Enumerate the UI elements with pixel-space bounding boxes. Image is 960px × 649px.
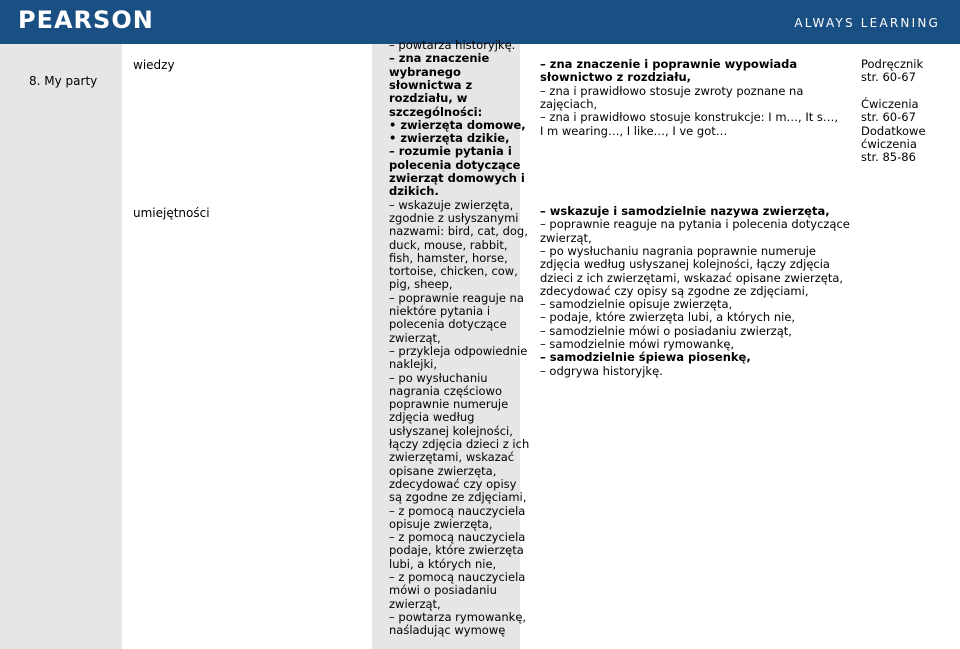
extended-skills-line: – odgrywa historyjkę. [540, 363, 663, 378]
category-knowledge: wiedzy [133, 58, 175, 72]
basic-line: – powtarza rymowankę, [389, 609, 527, 624]
extended-skills-line: – poprawnie reaguje na pytania i polecenia dotyczące [540, 217, 850, 232]
basic-line: nagrania częściowo [389, 383, 503, 398]
basic-line: łączy zdjęcia dzieci z ich [389, 437, 530, 451]
basic-line: pig, sheep, [389, 277, 453, 292]
basic-line: niektóre pytania i [389, 304, 491, 318]
extended-skills-line: dzieci z ich zwierzętami, wskazać opisane zwierzęta, [540, 270, 844, 285]
resources-line: str. 85-86 [861, 150, 916, 165]
basic-line: opisane zwierzęta, [389, 463, 497, 478]
basic-line: usłyszanej kolejności, [389, 423, 513, 438]
basic-line: naśladując wymowę [389, 623, 506, 638]
basic-line: – rozumie pytania i [389, 144, 512, 159]
basic-line: zwierząt, [389, 330, 441, 345]
basic-line: słownictwa z [389, 77, 473, 92]
basic-line: – wskazuje zwierzęta, [389, 197, 514, 212]
extended-skills-line: – samodzielnie mówi rymowankę, [540, 337, 735, 351]
basic-line: szczególności: [389, 104, 483, 119]
basic-line: polecenia dotyczące [389, 317, 507, 332]
basic-line: dzikich. [389, 184, 439, 199]
extended-skills-line: – podaje, które zwierzęta lubi, a których nie, [540, 310, 796, 325]
extended-skills-line: zdjęcia według usłyszanej kolejności, łączy zdjęcia [540, 257, 830, 272]
basic-line: zwierząt domowych i [389, 171, 525, 185]
basic-line: poprawnie numeruje [389, 397, 509, 412]
resources-line: str. 60-67 [861, 70, 916, 85]
extended-skills-line: zdecydować czy opisy są zgodne ze zdjęciami, [540, 283, 809, 298]
resources-line: Ćwiczenia [861, 96, 919, 111]
basic-line: zgodnie z usłyszanymi [389, 210, 519, 225]
resources-line: str. 60-67 [861, 110, 916, 125]
resources-line: Podręcznik [861, 57, 924, 71]
basic-line: rozdziału, w [389, 91, 468, 106]
extended-skills-line: – samodzielnie śpiewa piosenkę, [540, 350, 751, 365]
extended-skills-line: – po wysłuchaniu nagrania poprawnie numeruje [540, 243, 817, 258]
basic-line: mówi o posiadaniu [389, 583, 497, 598]
basic-line: zwierzętami, wskazać [389, 450, 515, 465]
unit-column [0, 44, 122, 649]
extended-skills-line: – wskazuje i samodzielnie nazywa zwierzęta, [540, 204, 830, 218]
basic-line: – z pomocą nauczyciela [389, 503, 526, 518]
basic-line: – z pomocą nauczyciela [389, 570, 526, 584]
basic-line: zdjęcia według [389, 410, 475, 425]
header-tagline: ALWAYS LEARNING [794, 16, 940, 30]
extended-skills-line: zwierząt, [540, 230, 592, 245]
basic-line: • zwierzęta dzikie, [389, 131, 510, 146]
basic-line: wybranego [389, 64, 461, 79]
basic-line: naklejki, [389, 357, 437, 372]
resources-line: Dodatkowe [861, 123, 926, 138]
basic-line: tortoise, chicken, cow, [389, 264, 518, 279]
basic-line: fish, hamster, horse, [389, 250, 508, 265]
basic-line: • zwierzęta domowe, [389, 117, 526, 132]
basic-line: lubi, a których nie, [389, 556, 497, 571]
extended-knowledge-line: – zna i prawidłowo stosuje zwroty poznane na [540, 83, 804, 98]
basic-line: – z pomocą nauczyciela [389, 530, 526, 545]
unit-title: 8. My party [29, 74, 98, 88]
pearson-logo: PEARSON [18, 6, 154, 34]
basic-line: nazwami: bird, cat, dog, [389, 224, 528, 239]
basic-line: – powtarza historyjkę. [389, 38, 516, 52]
extended-knowledge-line: – zna znaczenie i poprawnie wypowiada [540, 57, 798, 71]
extended-knowledge-line: I m wearing…, I like…, I ve got… [540, 123, 728, 138]
basic-line: polecenia dotyczące [389, 157, 521, 172]
extended-skills-line: – samodzielnie opisuje zwierzęta, [540, 297, 733, 312]
basic-line: duck, mouse, rabbit, [389, 237, 508, 252]
extended-knowledge-line: zajęciach, [540, 96, 598, 111]
category-skills: umiejętności [133, 206, 210, 220]
basic-line: zwierząt, [389, 596, 441, 611]
resources-line: ćwiczenia [861, 136, 917, 151]
extended-knowledge-line: słownictwo z rozdziału, [540, 70, 692, 85]
basic-line: podaje, które zwierzęta [389, 543, 524, 558]
basic-line: opisuje zwierzęta, [389, 516, 493, 531]
basic-line: – poprawnie reaguje na [389, 290, 524, 305]
basic-line: – zna znaczenie [389, 51, 490, 66]
basic-line: są zgodne ze zdjęciami, [389, 490, 527, 505]
basic-line: zdecydować czy opisy [389, 476, 517, 491]
extended-skills-line: – samodzielnie mówi o posiadaniu zwierząt, [540, 323, 792, 338]
extended-knowledge-line: – zna i prawidłowo stosuje konstrukcje: I m…, It s…, [540, 110, 839, 125]
basic-line: – przykleja odpowiednie [389, 343, 528, 358]
basic-line: – po wysłuchaniu [389, 370, 488, 385]
